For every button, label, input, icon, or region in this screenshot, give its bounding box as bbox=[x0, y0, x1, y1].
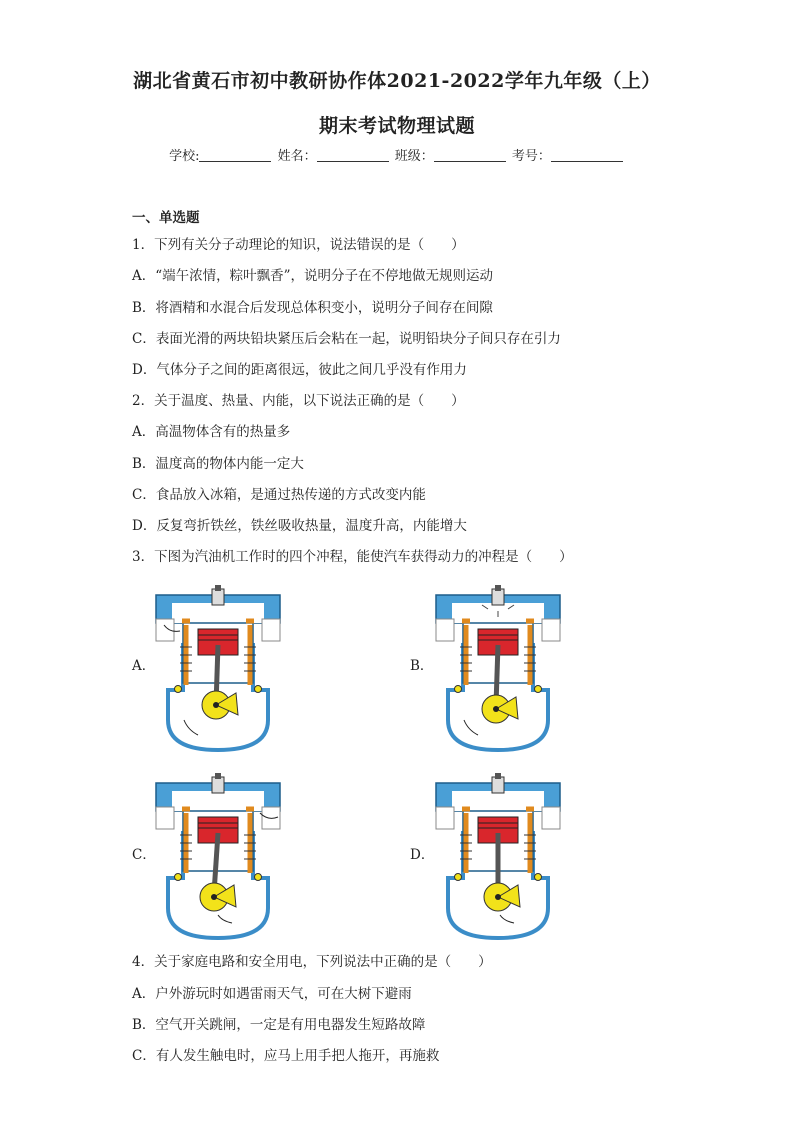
school-label: 学校: bbox=[169, 149, 200, 164]
q4-stem: 4．关于家庭电路和安全用电，下列说法中正确的是（ ） bbox=[132, 954, 492, 970]
engine-diagram-b bbox=[428, 585, 568, 755]
q3-label-c: C． bbox=[132, 847, 156, 863]
class-label: 班级： bbox=[394, 149, 434, 164]
engine-compression-stroke-image bbox=[428, 585, 568, 755]
title-line-2: 期末考试物理试题 bbox=[318, 115, 475, 137]
engine-power-stroke-image bbox=[428, 773, 568, 943]
q2-option-b: B．温度高的物体内能一定大 bbox=[132, 456, 304, 472]
q2-option-a: A．高温物体含有的热量多 bbox=[132, 424, 291, 440]
q2-option-c: C．食品放入冰箱，是通过热传递的方式改变内能 bbox=[132, 487, 426, 503]
q2-option-d: D．反复弯折铁丝，铁丝吸收热量，温度升高，内能增大 bbox=[132, 518, 467, 534]
engine-diagram-c bbox=[148, 773, 288, 943]
name-blank bbox=[317, 148, 389, 162]
q3-label-a: A． bbox=[132, 658, 156, 674]
student-info-row bbox=[0, 145, 794, 164]
number-blank bbox=[551, 148, 623, 162]
q1-option-c: C．表面光滑的两块铅块紧压后会粘在一起，说明铅块分子间只存在引力 bbox=[132, 331, 561, 347]
q3-label-b: B． bbox=[410, 658, 434, 674]
q1-stem: 1．下列有关分子动理论的知识，说法错误的是（ ） bbox=[132, 237, 465, 253]
q4-option-b: B．空气开关跳闸，一定是有用电器发生短路故障 bbox=[132, 1017, 426, 1033]
q1-option-d: D．气体分子之间的距离很远，彼此之间几乎没有作用力 bbox=[132, 362, 467, 378]
q1-option-b: B．将酒精和水混合后发现总体积变小，说明分子间存在间隙 bbox=[132, 300, 493, 316]
q2-stem: 2．关于温度、热量、内能，以下说法正确的是（ ） bbox=[132, 393, 465, 409]
q3-stem: 3．下图为汽油机工作时的四个冲程，能使汽车获得动力的冲程是（ ） bbox=[132, 549, 573, 565]
number-label: 考号： bbox=[511, 149, 551, 164]
school-blank bbox=[199, 148, 271, 162]
engine-diagram-a bbox=[148, 585, 288, 755]
q4-option-c: C．有人发生触电时，应马上用手把人拖开，再施救 bbox=[132, 1048, 440, 1064]
section-heading: 一、单选题 bbox=[132, 210, 200, 226]
engine-diagram-d bbox=[428, 773, 568, 943]
q3-label-d: D． bbox=[410, 847, 435, 863]
name-label: 姓名： bbox=[277, 149, 317, 164]
engine-intake-stroke-image bbox=[148, 585, 288, 755]
q1-option-a: A．“端午浓情，粽叶飘香”，说明分子在不停地做无规则运动 bbox=[132, 268, 494, 284]
q4-option-a: A．户外游玩时如遇雷雨天气，可在大树下避雨 bbox=[132, 986, 412, 1002]
engine-exhaust-stroke-image bbox=[148, 773, 288, 943]
class-blank bbox=[434, 148, 506, 162]
title-line-1: 湖北省黄石市初中教研协作体2021-2022学年九年级（上） bbox=[133, 70, 661, 92]
